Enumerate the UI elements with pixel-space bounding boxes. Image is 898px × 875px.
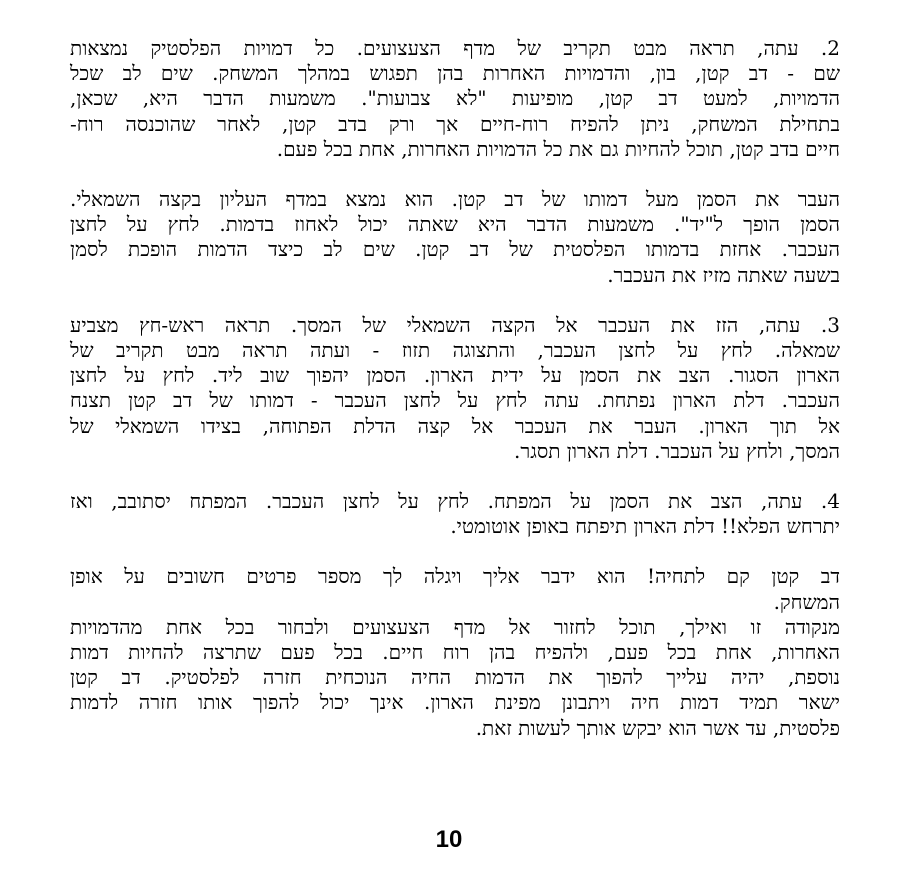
text-line: המסך, ולחץ על העכבר. דלת הארון תסגר. <box>514 438 840 463</box>
text-line: הסמן הופך ל"יד". משמעות הדבר היא שאתה יכול לאחוז בדמות. לחץ על לחצן <box>70 212 840 237</box>
text-line: 2. עתה, תראה מבט תקריב של מדף הצעצועים. כל דמויות הפלסטיק נמצאות <box>70 36 840 60</box>
text-line: יתרחש הפלא!! דלת הארון תיפתח באופן אוטומטי. <box>450 514 840 539</box>
text-line: 3. עתה, הזז את העכבר אל הקצה השמאלי של המסך. תראה ראש-חץ מצביע <box>70 312 840 337</box>
text-line: נוספת, יהיה עלייך להפוך את הדמות החיה הנוכחית חזרה לפלסטיק. דב קטן <box>70 665 841 690</box>
text-line: הארון הסגור. הצב את הסמן על ידית הארון. הסמן יהפוך שוב ליד. לחץ על לחצן <box>70 363 840 388</box>
text-line: בתחילת המשחק, ניתן להפיח רוח-חיים אך ורק בדב קטן, לאחר שהוכנסה רוח- <box>70 111 840 136</box>
text-line: בשעה שאתה מזיז את העכבר. <box>607 262 840 287</box>
page-number: 10 <box>435 826 463 853</box>
text-line: דב קטן קם לתחיה! הוא ידבר אליך ויגלה לך מספר פרטים חשובים על אופן <box>70 564 840 589</box>
text-line: העכבר. דלת הארון נפתחת. עתה לחץ על לחצן העכבר - דמותו של דב קטן תצנח <box>70 388 840 413</box>
text-line: אל תוך הארון. העבר את העכבר אל קצה הדלת הפתוחה, בצידו השמאלי של <box>70 413 840 438</box>
text-line: העבר את הסמן מעל דמותו של דב קטן. הוא נמצא במדף העליון בקצה השמאלי. <box>70 187 840 212</box>
text-line: חיים בדב קטן, תוכל להחיות גם את כל הדמויות האחרות, אחת בכל פעם. <box>276 136 840 161</box>
paragraph-move-cursor <box>70 187 840 288</box>
text-line: 4. עתה, הצב את הסמן על המפתח. לחץ על לחצן העכבר. המפתח יסתובב, ואז <box>70 489 840 514</box>
text-line: הדמויות, למעט דב קטן, מופיעות "לא צבועות". משמעות הדבר היא, שכאן, <box>70 86 840 111</box>
paragraph-little-bear-alive <box>70 564 840 740</box>
text-line: שמאלה. לחץ על לחצן העכבר, והתצוגה תזוז - ועתה תראה מבט תקריב של <box>70 338 840 363</box>
text-line: פלסטית, עד אשר הוא יבקש אותך לעשות זאת. <box>475 715 840 740</box>
text-line: מנקודה זו ואילך, תוכל לחזור אל מדף הצעצועים ולבחור בכל אחת מהדמויות <box>70 614 840 639</box>
page-body <box>70 36 840 741</box>
text-line: האחרות, אחת בכל פעם, ולהפיח בהן רוח חיים. בכל פעם שתרצה להחיות דמות <box>70 640 840 665</box>
paragraph-step-4 <box>70 489 840 539</box>
paragraph-step-2 <box>70 36 840 162</box>
text-line: העכבר. אחזת בדמותו הפלסטית של דב קטן. שים לב כיצד הדמות הופכת לסמן <box>70 237 840 262</box>
text-line: המשחק. <box>773 589 840 614</box>
text-line: שם - דב קטן, בון, והדמויות האחרות בהן תפגוש במהלך המשחק. שים לב שכל <box>70 61 840 86</box>
paragraph-step-3 <box>70 313 840 464</box>
text-line: ישאר תמיד דמות חיה ויתבונן מפינת הארון. אינך יכול להפוך אותו חזרה לדמות <box>70 690 840 715</box>
